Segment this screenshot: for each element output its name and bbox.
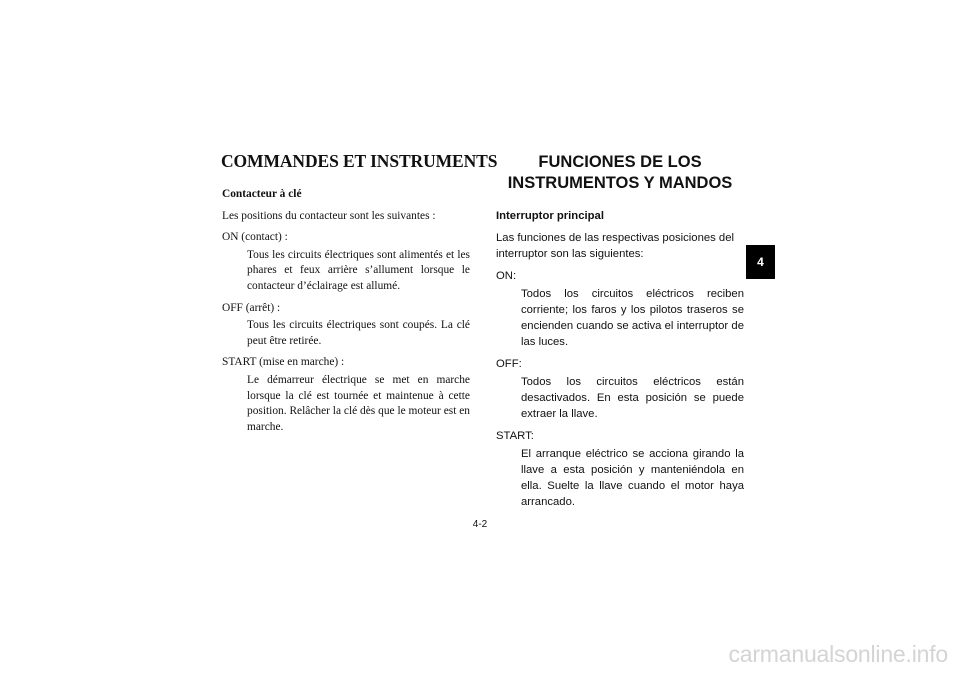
spanish-title — [496, 152, 744, 194]
french-subheading: Contacteur à clé — [222, 188, 302, 200]
french-description-start: Le démarreur électrique se met en marche lorsque la clé est tournée et maintenue à cette position. Relâcher la clé dès que le moteur est en marche. — [247, 373, 470, 433]
spanish-title-line-2: INSTRUMENTOS Y MANDOS — [507, 174, 733, 192]
spanish-description-start: El arranque eléctrico se acciona girando la llave a esta posición y manteniéndola en ella. Suelte la llave cuando el motor haya arrancado. — [521, 448, 744, 508]
french-column — [221, 150, 498, 441]
watermark: carmanualsonline.info — [728, 641, 948, 667]
french-intro: Les positions du contacteur sont les suivantes : — [222, 209, 436, 222]
spanish-description-off: Todos los circuitos eléctricos están desactivados. En esta posición se puede extraer la llave. — [521, 376, 744, 420]
spanish-term-on: ON: — [496, 270, 517, 282]
spanish-term-off: OFF: — [496, 358, 522, 370]
french-title: COMMANDES ET INSTRUMENTS — [221, 151, 498, 171]
spanish-column — [496, 152, 744, 516]
french-term-on: ON (contact) : — [222, 231, 288, 244]
spanish-term-start: START: — [496, 430, 534, 442]
french-term-off: OFF (arrêt) : — [222, 301, 281, 314]
french-term-start: START (mise en marche) : — [222, 356, 345, 369]
french-description-on: Tous les circuits électriques sont alimentés et les phares et feux arrière s’allument lorsque le contacteur d’éclairage est allumé. — [247, 248, 470, 292]
spanish-title-line-1: FUNCIONES DE LOS — [538, 153, 702, 171]
spanish-subheading: Interruptor principal — [496, 210, 604, 222]
page-number: 4-2 — [472, 519, 488, 530]
chapter-tab: 4 — [746, 245, 775, 279]
spanish-description-on: Todos los circuitos eléctricos reciben corriente; los faros y los pilotos traseros se encienden cuando se activa el interruptor de las luces. — [521, 288, 744, 348]
spanish-intro: Las funciones de las respectivas posiciones del interruptor son las siguientes: — [496, 232, 735, 260]
french-description-off: Tous les circuits électriques sont coupés. La clé peut être retirée. — [247, 319, 470, 347]
